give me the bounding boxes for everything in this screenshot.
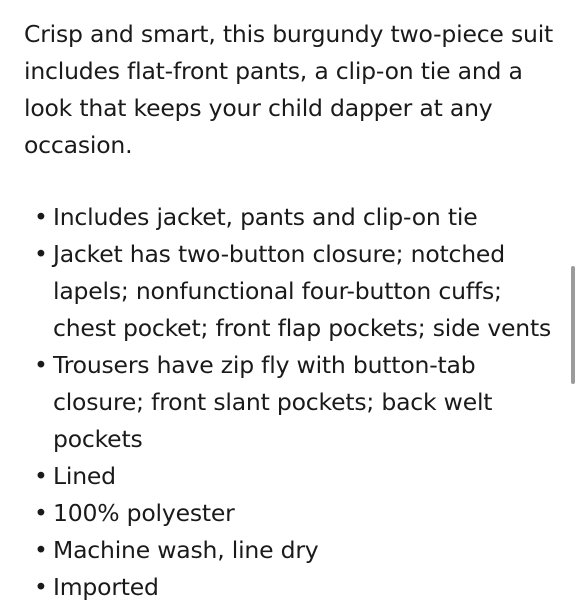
- bullet-icon: •: [34, 240, 48, 268]
- bullet-icon: •: [34, 499, 48, 527]
- feature-list-item: [24, 236, 564, 347]
- feature-text: Includes jacket, pants and clip-on tie: [53, 203, 478, 231]
- bullet-icon: •: [34, 536, 48, 564]
- bullet-icon: •: [34, 203, 48, 231]
- vertical-scrollbar[interactable]: [571, 266, 575, 384]
- feature-list-item: [24, 532, 564, 569]
- feature-text: Lined: [53, 462, 116, 490]
- feature-text: Machine wash, line dry: [53, 536, 319, 564]
- bullet-icon: •: [34, 462, 48, 490]
- product-description: Crisp and smart, this burgundy two-piece suit includes flat-front pants, a clip-on tie and a look that keeps your child dapper at any occasion.: [24, 20, 554, 159]
- feature-list: [24, 199, 564, 606]
- feature-text: 100% polyester: [53, 499, 235, 527]
- feature-text: Trousers have zip fly with button-tab closure; front slant pockets; back welt pockets: [53, 351, 493, 453]
- feature-text: Imported: [53, 573, 159, 601]
- feature-list-item: [24, 347, 564, 458]
- bullet-icon: •: [34, 573, 48, 601]
- bullet-icon: •: [34, 351, 48, 379]
- feature-list-item: [24, 458, 564, 495]
- feature-list-item: [24, 569, 564, 606]
- feature-list-item: [24, 495, 564, 532]
- feature-text: Jacket has two-button closure; notched lapels; nonfunctional four-button cuffs; chest pocket; front flap pockets; side vents: [53, 240, 552, 342]
- feature-list-item: [24, 199, 564, 236]
- product-details-content: [24, 16, 564, 601]
